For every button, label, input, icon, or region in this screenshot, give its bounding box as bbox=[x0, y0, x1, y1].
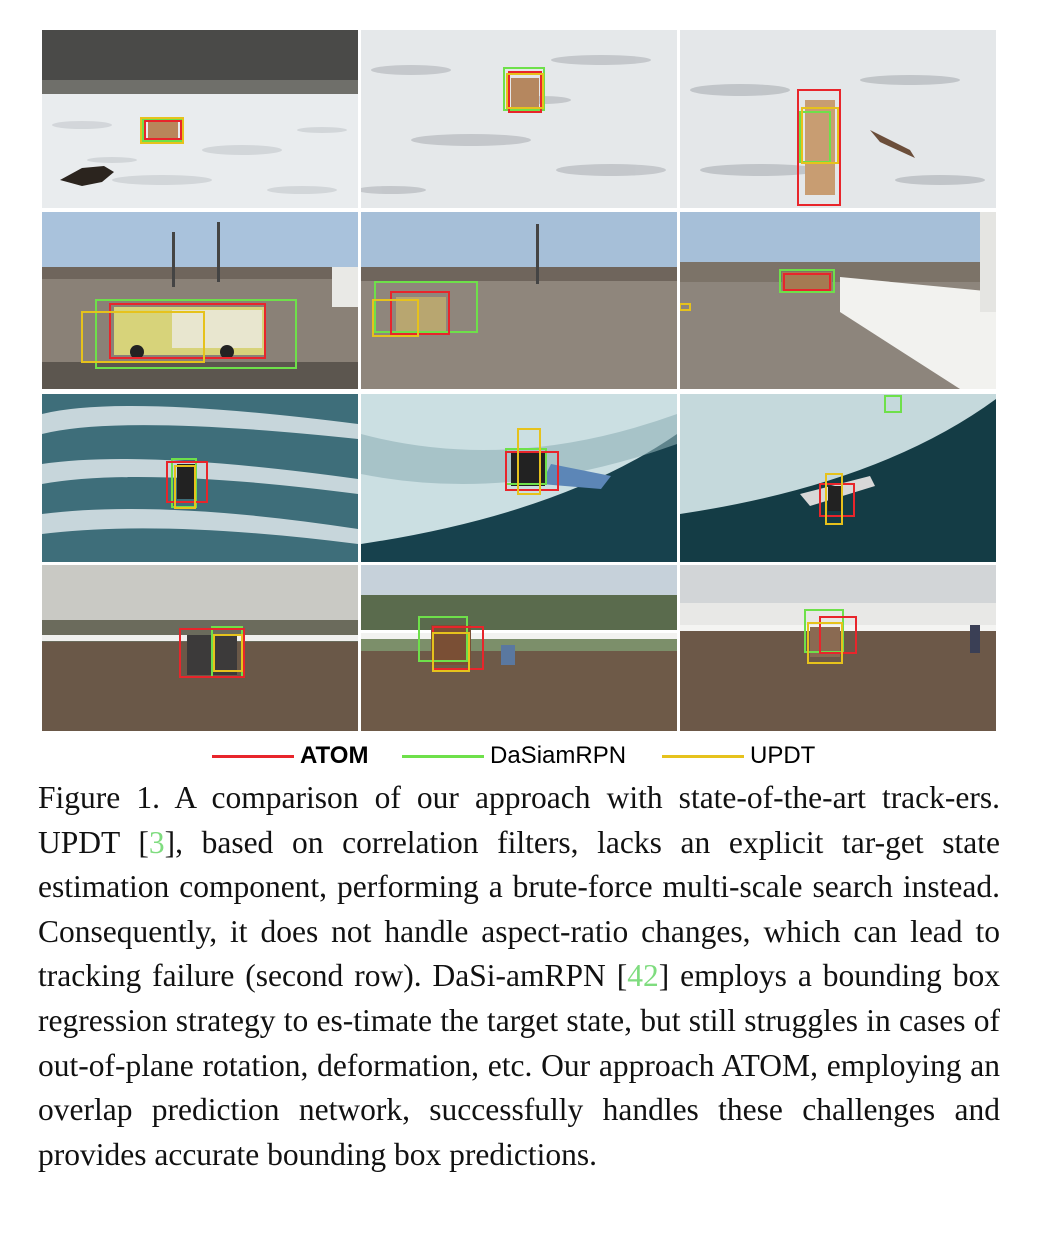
figure-caption bbox=[38, 776, 1000, 1177]
caption-text-2: ], based on correlation filters, lacks an explicit tar-get state estimation component, performing a brute-force multi-scale search instead. Consequently, it does not handle aspect-ratio changes, which can lead to tracking failure (second row). DaSi-amRPN [ bbox=[38, 824, 1000, 994]
frame-row3-col2 bbox=[361, 394, 677, 562]
legend-label-dasiamrpn: DaSiamRPN bbox=[490, 742, 627, 769]
legend-swatch-dasiamrpn bbox=[402, 755, 484, 758]
frame-row1-col3 bbox=[680, 30, 996, 208]
frame-row2-col2 bbox=[361, 212, 677, 389]
frame-row4-col3 bbox=[680, 565, 996, 731]
caption-label: Figure 1. bbox=[38, 780, 160, 815]
legend-label-updt: UPDT bbox=[750, 742, 816, 769]
legend-item-atom bbox=[212, 740, 368, 772]
legend-swatch-updt bbox=[662, 755, 744, 758]
legend-label-atom: ATOM bbox=[300, 742, 369, 769]
frame-row3-col3 bbox=[680, 394, 996, 562]
frame-row1-col2 bbox=[361, 30, 677, 208]
frame-row2-col3 bbox=[680, 212, 996, 389]
citation-link-42[interactable]: 42 bbox=[627, 958, 659, 994]
legend-item-updt bbox=[662, 740, 815, 772]
legend-swatch-atom bbox=[212, 755, 294, 758]
legend-item-dasiamrpn bbox=[402, 740, 626, 772]
figure-legend bbox=[0, 740, 1044, 772]
frame-row2-col1 bbox=[42, 212, 358, 389]
frame-row4-col1 bbox=[42, 565, 358, 731]
frame-row4-col2 bbox=[361, 565, 677, 731]
frame-row3-col1 bbox=[42, 394, 358, 562]
caption-text-1: A comparison of our approach with state-of-the-art track-ers. UPDT [ bbox=[38, 780, 1000, 860]
figure-image-grid bbox=[42, 30, 996, 731]
citation-link-3[interactable]: 3 bbox=[148, 824, 165, 860]
caption-text-3: ] employs a bounding box regression strategy to es-timate the target state, but still struggles in cases of out-of-plane rotation, deformation, etc. Our approach ATOM, employing an overlap prediction network, successfully handles these challenges and provides accurate bounding box predictions. bbox=[38, 958, 1000, 1172]
frame-row1-col1 bbox=[42, 30, 358, 208]
